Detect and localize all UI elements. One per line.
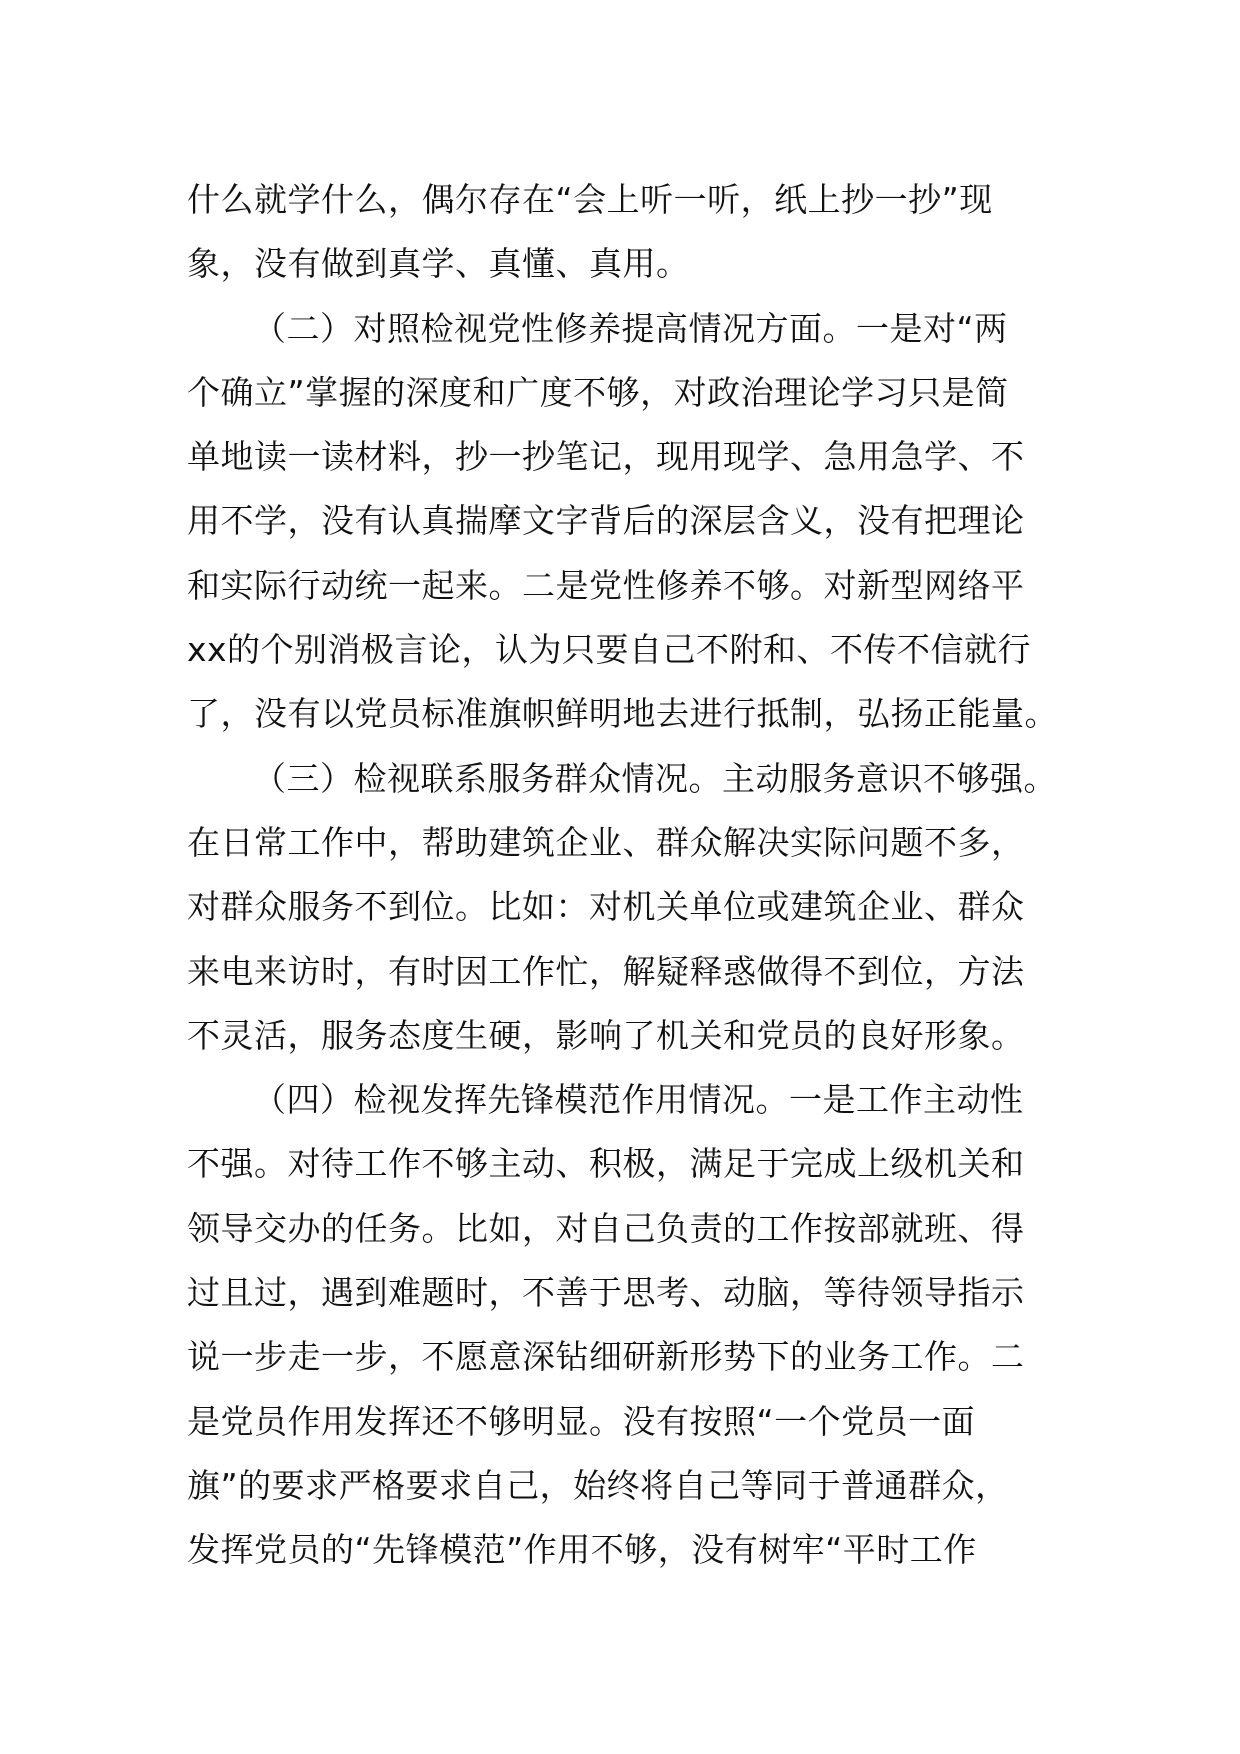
text-line: 旗”的要求严格要求自己，始终将自己等同于普通群众， [187,1465,1009,1505]
text-line: （三）检视联系服务群众情况。主动服务意识不够强。 [253,758,1057,798]
document-body [187,168,1077,1583]
text-line: 说一步走一步，不愿意深钻细研新形势下的业务工作。二 [187,1337,1025,1377]
text-line: 什么就学什么，偶尔存在“会上听一听，纸上抄一抄”现 [187,180,993,219]
text-line: 象，没有做到真学、真懂、真用。 [187,244,690,284]
text-line: 发挥党员的“先锋模范”作用不够，没有树牢“平时工作 [187,1530,977,1570]
text-line: 不灵活，服务态度生硬，影响了机关和党员的良好形象。 [187,1015,1025,1055]
text-line: xx的个别消极言论，认为只要自己不附和、不传不信就行 [187,630,1032,670]
text-line: 对群众服务不到位。比如：对机关单位或建筑企业、群众 [187,887,1025,927]
text-line: 和实际行动统一起来。二是党性修养不够。对新型网络平 [187,565,1025,605]
text-line: 用不学，没有认真揣摩文字背后的深层含义，没有把理论 [187,501,1025,541]
text-line: 不强。对待工作不够主动、积极，满足于完成上级机关和 [187,1144,1025,1184]
text-line: 个确立”掌握的深度和广度不够，对政治理论学习只是简 [187,372,1009,412]
text-line: 单地读一读材料，抄一抄笔记，现用现学、急用急学、不 [187,437,1025,477]
text-line: 了，没有以党员标准旗帜鲜明地去进行抵制，弘扬正能量。 [187,694,1058,734]
text-line: 来电来访时，有时因工作忙，解疑释惑做得不到位，方法 [187,951,1025,991]
text-line: 是党员作用发挥还不够明显。没有按照“一个党员一面 [187,1401,976,1441]
text-line: 过且过，遇到难题时，不善于思考、动脑，等待领导指示 [187,1273,1025,1313]
text-line: 在日常工作中，帮助建筑企业、群众解决实际问题不多， [187,822,1025,862]
text-line: 领导交办的任务。比如，对自己负责的工作按部就班、得 [187,1208,1025,1248]
text-line: （二）对照检视党性修养提高情况方面。一是对“两 [253,308,1008,348]
text-line: （四）检视发挥先锋模范作用情况。一是工作主动性 [253,1080,1024,1120]
